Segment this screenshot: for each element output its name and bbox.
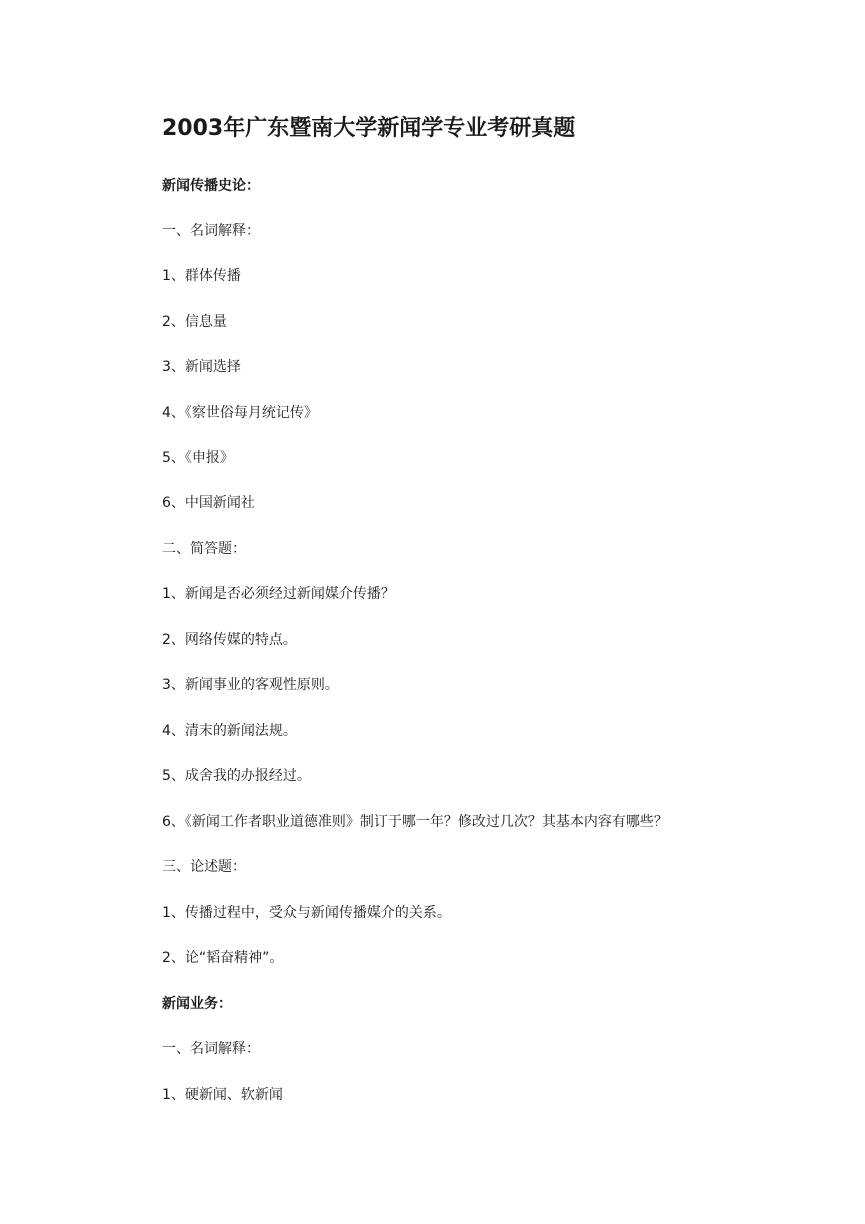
list-item: 5、成舍我的办报经过。	[162, 768, 311, 784]
list-item: 2、论“韬奋精神”。	[162, 950, 284, 966]
list-item: 5、《申报》	[162, 450, 234, 466]
section-heading: 新闻业务：	[162, 996, 232, 1012]
list-item: 4、清末的新闻法规。	[162, 723, 297, 739]
list-item: 1、硬新闻、软新闻	[162, 1087, 283, 1103]
list-item: 6、中国新闻社	[162, 495, 255, 511]
subsection-heading: 一、名词解释：	[162, 1041, 260, 1057]
section-heading: 新闻传播史论：	[162, 178, 260, 194]
list-item: 1、新闻是否必须经过新闻媒介传播？	[162, 586, 395, 602]
list-item: 4、《察世俗每月统记传》	[162, 405, 318, 421]
list-item: 6、《新闻工作者职业道德准则》制订于哪一年？修改过几次？其基本内容有哪些？	[162, 814, 668, 830]
subsection-heading: 二、简答题：	[162, 541, 246, 557]
subsection-heading: 三、论述题：	[162, 859, 246, 875]
document-title: 2003年广东暨南大学新闻学专业考研真题	[162, 116, 576, 141]
list-item: 3、新闻选择	[162, 359, 241, 375]
list-item: 1、传播过程中，受众与新闻传播媒介的关系。	[162, 905, 451, 921]
list-item: 1、群体传播	[162, 268, 241, 284]
subsection-heading: 一、名词解释：	[162, 223, 260, 239]
list-item: 3、新闻事业的客观性原则。	[162, 677, 339, 693]
list-item: 2、网络传媒的特点。	[162, 632, 297, 648]
list-item: 2、信息量	[162, 314, 227, 330]
